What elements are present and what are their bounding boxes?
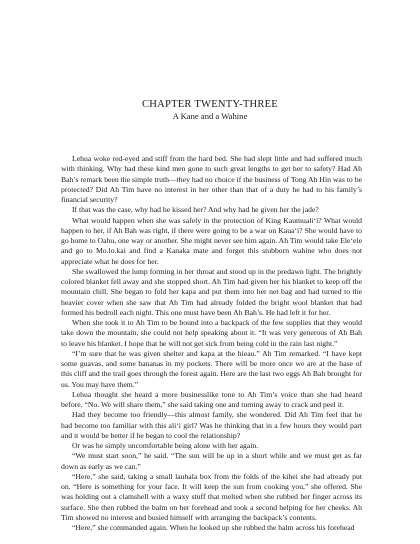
paragraph: Had they become too friendly—this almost family, she wondered. Did Ah Tim feel that he had become too familiar with this ali‘i girl? Was he thinking that in a few hours they would part and it would be better if he began to cool the relationship? [61,410,362,440]
paragraph: “We must start soon,” he said. “The sun will be up in a short while and we must get as far down as early as we can.” [61,451,362,471]
paragraph: When she took it to Ah Tim to be bound into a backpack of the few supplies that they would take down the mountain, she could not help speaking about it. “It was very generous of Ah Bah to leave his blanket. I hope that he will not get sick from being cold in the rain last night.” [61,318,362,348]
chapter-body [61,154,362,533]
chapter-title: CHAPTER TWENTY-THREE [142,99,278,110]
paragraph: “Here,” she commanded again. When he looked up she rubbed the balm across his forehead [72,523,355,532]
paragraph: “Here,” she said, taking a small lauhala box from the folds of the kihei she had already put on. “Here is something for your face. It will keep the sun from cooking you,” she offered. She was holding out a clamshell with a waxy stuff that melted when she rubbed her finger across its surface. She then rubbed the balm on her forehead and took a second helping for her cheeks. Ah Tim showed no interest and busied himself with arranging the backpack’s contents. [61,471,362,522]
paragraph: Or was he simply uncomfortable being alone with her again. [72,441,259,450]
paragraph: Lehua thought she heard a more businesslike tone to Ah Tim’s voice than she had heard before. “No. We will share them,” she said taking one and turning away to crack and peel it. [61,389,362,409]
chapter-heading [0,98,420,122]
paragraph: Lehua woke red-eyed and stiff from the hard bed. She had slept little and had suffered much with thinking. Why had these kind men gone to such great lengths to get her to safety? Had Ah Bah’s remark been the simple truth—they had no choice if the business of Tong Ah Hin was to be protected? Did Ah Tim have no interest in her other than that of a duty he had to his family’s financial security? [61,154,362,204]
paragraph: “I’m sure that he was given shelter and kapa at the hieau.” Ah Tim remarked. “I have kept some guavas, and some bananas in my pockets. There will be more once we are at the base of this cliff and the trail goes through the forest again. Here are the last two eggs Ah Bah brought for us. You may have them.” [61,348,362,389]
paragraph: If that was the case, why had he kissed her? And why had he given her the jade? [72,205,319,215]
paragraph: She swallowed the lump forming in her throat and stood up in the predawn light. The brightly colored blanket fell away and she stopped short. Ah Tim had given her his blanket to keep off the mountain chill. She began to fold her kapa and put them into her net bag and had turned to the heavier cover when she saw that Ah Tim had already folded the bright wool blanket that had formed his bedroll each night. This one must have been Ah Bah’s. He had left it for her. [61,266,362,317]
chapter-subtitle: A Kane and a Wahine [172,111,248,121]
paragraph: What would happen when she was safely in the protection of King Kaumuali‘i? What would happen to her, if Ah Bah was right, if there were going to be a war on Kaua‘i? She would have to go home to Oahu, one way or another. She might never see him again. Ah Tim would take Ele‘ele and go to Mo.lo.kai and find a Kanaka mate and forget this stubborn wahine who does not appreciate what he does for her. [61,215,362,266]
